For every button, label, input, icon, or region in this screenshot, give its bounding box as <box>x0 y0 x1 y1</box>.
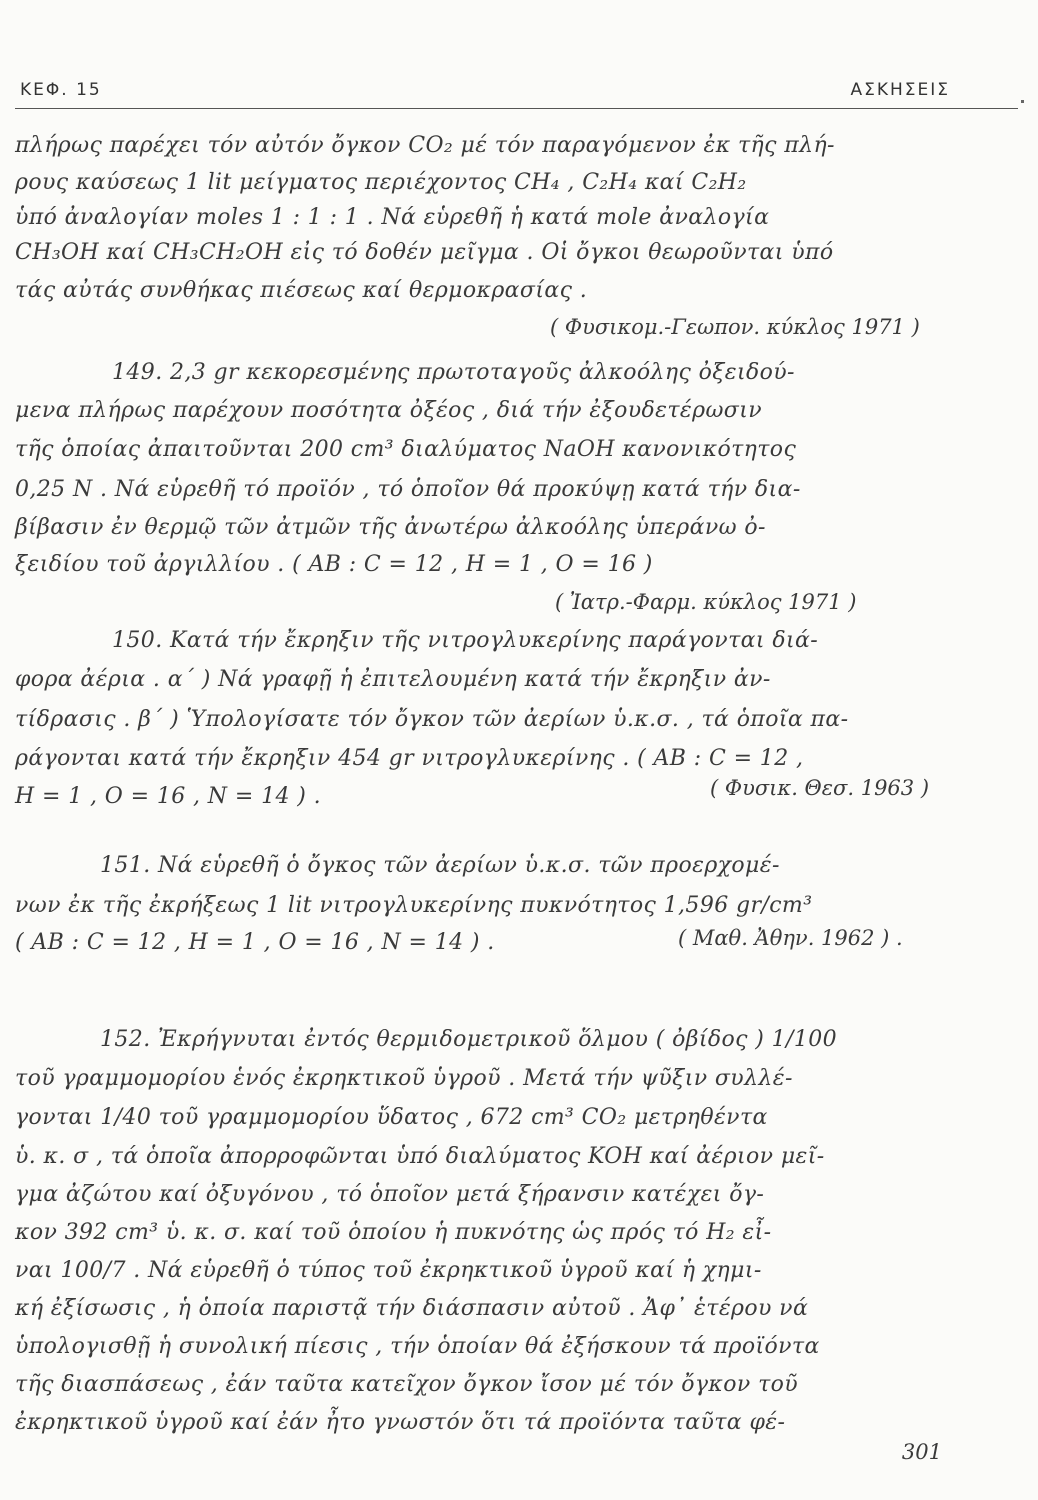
margin-mark <box>1021 100 1024 103</box>
text-line: ( ΑΒ : C = 12 , H = 1 , O = 16 , N = 14 ) . <box>15 930 495 955</box>
text-line: ὑπολογισθῇ ἡ συνολική πίεσις , τήν ὁποίαν θά ἐξήσκουν τά προϊόντα <box>15 1334 820 1359</box>
text-line: γονται 1/40 τοῦ γραμμομορίου ὕδατος , 672 cm³ CO₂ μετρηθέντα <box>15 1105 768 1130</box>
exercise-151-line: 151. Νά εὑρεθῆ ὁ ὄγκος τῶν ἀερίων ὑ.κ.σ. τῶν προερχομέ- <box>100 853 780 878</box>
text-line: βίβασιν ἐν θερμῷ τῶν ἀτμῶν τῆς ἀνωτέρω ἀλκοόλης ὑπεράνω ὀ- <box>15 515 766 540</box>
text-line: ρους καύσεως 1 lit μείγματος περιέχοντος CH₄ , C₂H₄ καί C₂H₂ <box>15 170 747 195</box>
source-citation: ( Φυσικ. Θεσ. 1963 ) <box>710 776 930 800</box>
text-line: ἐκρηκτικοῦ ὑγροῦ καί ἐάν ἦτο γνωστόν ὅτι τά προϊόντα ταῦτα φέ- <box>15 1410 786 1435</box>
text-line: τῆς ὁποίας ἀπαιτοῦνται 200 cm³ διαλύματος NaOH κανονικότητος <box>15 437 797 462</box>
text-line: ὑπό ἀναλογίαν moles 1 : 1 : 1 . Νά εὑρεθῆ ἡ κατά mole ἀναλογία <box>15 205 770 230</box>
text-line: φορα ἀέρια . α΄ ) Νά γραφῇ ἡ ἐπιτελουμένη κατά τήν ἔκρηξιν ἀν- <box>15 667 771 692</box>
text-line: γμα ἀζώτου καί ὀξυγόνου , τό ὁποῖον μετά ξήρανσιν κατέχει ὄγ- <box>15 1182 765 1207</box>
exercise-152-line: 152. Ἐκρήγνυται ἐντός θερμιδομετρικοῦ ὅλμου ( ὀβίδος ) 1/100 <box>100 1027 838 1052</box>
text-line: 0,25 N . Νά εὑρεθῆ τό προϊόν , τό ὁποῖον θά προκύψῃ κατά τήν δια- <box>15 477 801 502</box>
text-line: ξειδίου τοῦ ἀργιλλίου . ( ΑΒ : C = 12 , H = 1 , O = 16 ) <box>15 552 653 577</box>
text-line: ναι 100/7 . Νά εὑρεθῆ ὁ τύπος τοῦ ἐκρηκτικοῦ ὑγροῦ καί ἡ χημι- <box>15 1258 762 1283</box>
header-rule <box>15 108 1018 109</box>
text-line: κον 392 cm³ ὑ. κ. σ. καί τοῦ ὁποίου ἡ πυκνότης ὡς πρός τό H₂ εἶ- <box>15 1220 772 1245</box>
source-citation: ( Μαθ. Ἀθην. 1962 ) . <box>678 926 903 950</box>
source-citation: ( Ἰατρ.-Φαρμ. κύκλος 1971 ) <box>555 590 857 614</box>
text-line: μενα πλήρως παρέχουν ποσότητα ὀξέος , διά τήν ἐξουδετέρωσιν <box>15 398 763 423</box>
text-line: τῆς διασπάσεως , ἐάν ταῦτα κατεῖχον ὄγκον ἴσον μέ τόν ὄγκον τοῦ <box>15 1372 799 1397</box>
text-line: πλήρως παρέχει τόν αὐτόν ὄγκον CO₂ μέ τόν παραγόμενον ἐκ τῆς πλή- <box>15 133 835 158</box>
text-line: κή ἐξίσωσις , ἡ ὁποία παριστᾷ τήν διάσπασιν αὐτοῦ . Ἀφ᾽ ἑτέρου νά <box>15 1296 809 1321</box>
text-line: τοῦ γραμμομορίου ἑνός ἐκρηκτικοῦ ὑγροῦ . Μετά τήν ψῦξιν συλλέ- <box>15 1066 793 1091</box>
exercise-149-line: 149. 2,3 gr κεκορεσμένης πρωτοταγοῦς ἀλκοόλης ὀξειδού- <box>112 360 795 385</box>
text-line: ὑ. κ. σ , τά ὁποῖα ἀπορροφῶνται ὑπό διαλύματος KOH καί ἀέριον μεῖ- <box>15 1144 825 1169</box>
source-citation: ( Φυσικομ.-Γεωπον. κύκλος 1971 ) <box>550 315 920 339</box>
text-line: τάς αὐτάς συνθήκας πιέσεως καί θερμοκρασίας . <box>15 278 588 303</box>
text-line: τίδρασις . β΄ ) Ὑπολογίσατε τόν ὄγκον τῶν ἀερίων ὑ.κ.σ. , τά ὁποῖα πα- <box>15 707 849 732</box>
section-heading: ΑΣΚΗΣΕΙΣ <box>850 80 950 100</box>
text-line: CH₃OH καί CH₃CH₂OH εἰς τό δοθέν μεῖγμα . Οἱ ὄγκοι θεωροῦνται ὑπό <box>15 240 834 265</box>
text-line: H = 1 , O = 16 , N = 14 ) . <box>15 784 322 809</box>
text-line: ράγονται κατά τήν ἔκρηξιν 454 gr νιτρογλυκερίνης . ( ΑΒ : C = 12 , <box>15 746 804 771</box>
exercise-150-line: 150. Κατά τήν ἔκρηξιν τῆς νιτρογλυκερίνης παράγονται διά- <box>112 628 819 653</box>
page-number: 301 <box>901 1440 942 1464</box>
chapter-heading: ΚΕΦ. 15 <box>20 80 102 100</box>
text-line: νων ἐκ τῆς ἐκρήξεως 1 lit νιτρογλυκερίνης πυκνότητος 1,596 gr/cm³ <box>15 893 813 918</box>
